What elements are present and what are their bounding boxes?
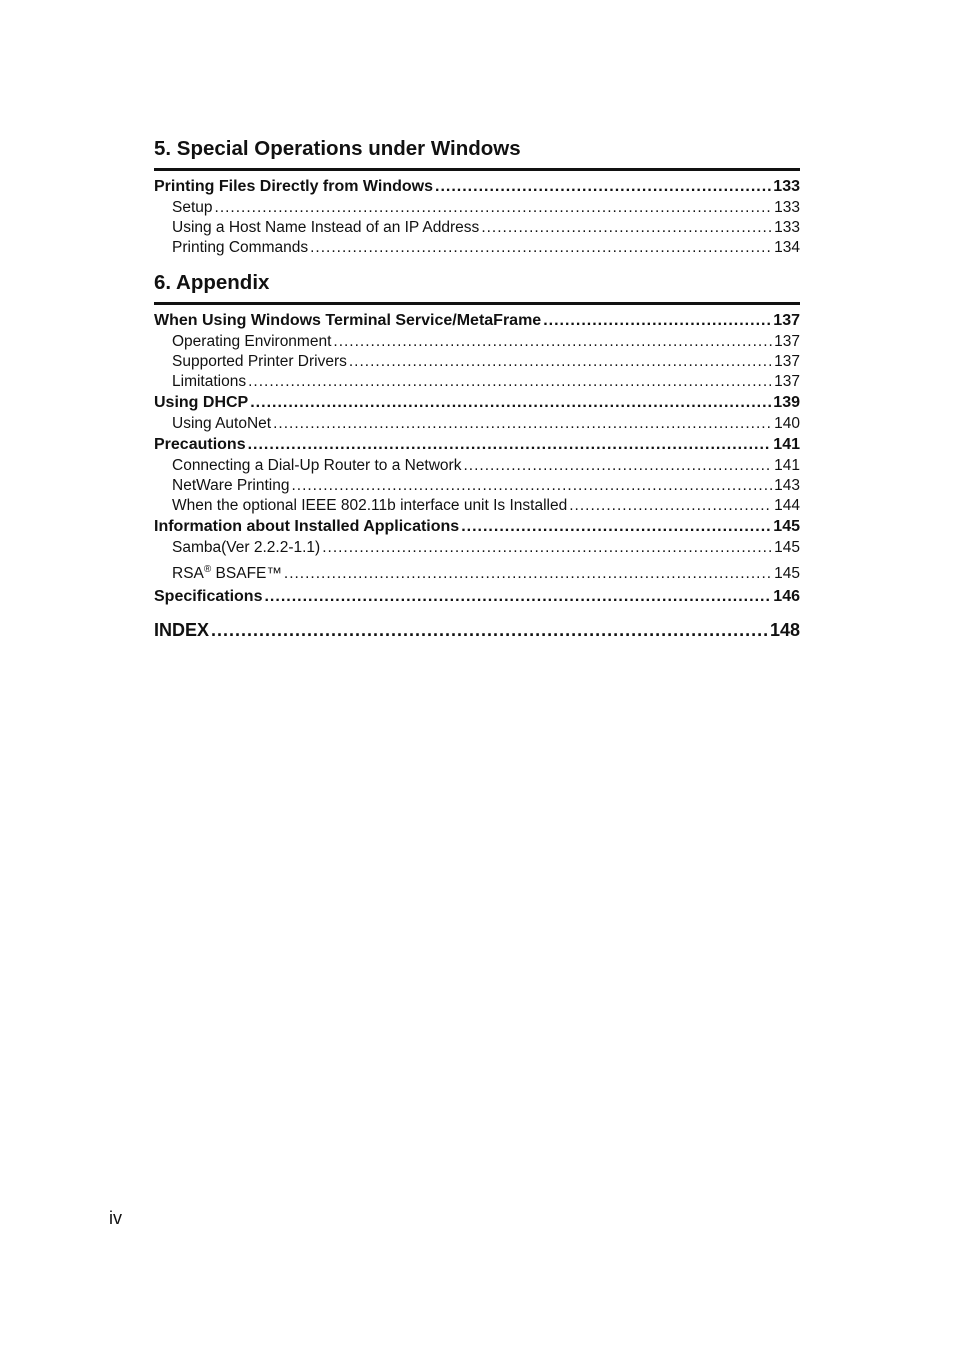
toc-entry-page: 139: [773, 394, 800, 411]
toc-subsection-entry[interactable]: [154, 476, 800, 496]
toc-subsection-entry[interactable]: [154, 238, 800, 258]
dot-leader: [435, 176, 771, 198]
dot-leader: [273, 414, 772, 434]
chapter-title: 6. Appendix: [154, 270, 800, 305]
toc-entry-label: [154, 516, 459, 538]
toc-entry-label-text: NetWare Printing: [172, 477, 290, 494]
toc-entry-label: [172, 218, 479, 238]
toc-entry-label-suffix: BSAFE™: [211, 565, 282, 582]
toc-entry-label-text: When the optional IEEE 802.11b interface unit Is Installed: [172, 497, 568, 514]
toc-entry-label-text: Operating Environment: [172, 333, 332, 350]
toc-entry-page: 133: [774, 219, 800, 236]
toc-entry-page: 145: [773, 518, 800, 535]
toc-entry-label: [172, 238, 308, 258]
toc-entry-page: 148: [769, 620, 800, 640]
toc-entry-label: [172, 372, 246, 392]
toc-entry-label-text: Setup: [172, 199, 213, 216]
toc-entry-label: [172, 198, 213, 218]
toc-entry-label-text: Samba(Ver 2.2.2-1.1): [172, 539, 321, 556]
toc-entry-page: 145: [774, 539, 800, 556]
toc-section-entry[interactable]: [154, 516, 800, 538]
toc-subsection-entry[interactable]: [154, 198, 800, 218]
toc-entry-label-text: Using a Host Name Instead of an IP Address: [172, 219, 480, 236]
toc-entry-label: INDEX: [154, 620, 210, 640]
toc-entry-page: 141: [773, 436, 800, 453]
footer-page-number: iv: [109, 1208, 122, 1228]
toc-entry-page: 137: [774, 353, 800, 370]
toc-entry-label: [172, 456, 461, 476]
toc-entry-label: [154, 392, 248, 414]
toc-entry-label-text: When Using Windows Terminal Service/MetaFrame: [154, 312, 542, 329]
toc-entry-label-text: Printing Files Directly from Windows: [154, 178, 433, 195]
toc-entry-page: 137: [774, 333, 800, 350]
toc-entry-label: [172, 538, 320, 558]
toc-subsection-entry[interactable]: [154, 218, 800, 238]
toc-entry-label: [172, 496, 567, 516]
dot-leader: [543, 310, 771, 332]
table-of-contents: [154, 136, 800, 642]
dot-leader: [349, 352, 772, 372]
toc-entry-label: [172, 558, 282, 586]
toc-subsection-entry[interactable]: [154, 414, 800, 434]
dot-leader: [461, 516, 771, 538]
toc-section-entry[interactable]: [154, 434, 800, 456]
chapter-list: [154, 136, 800, 608]
toc-entry-label-text: Limitations: [172, 373, 247, 390]
toc-entry-label-text: Supported Printer Drivers: [172, 353, 347, 370]
toc-entry-label-text: Connecting a Dial-Up Router to a Network: [172, 457, 462, 474]
toc-entry-label-text: Precautions: [154, 436, 246, 453]
toc-entry-label-text: Printing Commands: [172, 239, 309, 256]
toc-entry-page: 144: [774, 497, 800, 514]
toc-subsection-entry[interactable]: [154, 538, 800, 558]
dot-leader: [264, 586, 771, 608]
toc-subsection-entry[interactable]: [154, 372, 800, 392]
toc-entry-label: [154, 434, 246, 456]
toc-section-entry[interactable]: [154, 310, 800, 332]
toc-entry-page: 134: [774, 239, 800, 256]
toc-entry-label-text: Using AutoNet: [172, 415, 272, 432]
toc-entry-page: 137: [773, 312, 800, 329]
toc-section-entry[interactable]: [154, 586, 800, 608]
toc-subsection-entry[interactable]: [154, 558, 800, 586]
toc-subsection-entry[interactable]: [154, 496, 800, 516]
toc-entry-page: 137: [774, 373, 800, 390]
dot-leader: [569, 496, 772, 516]
toc-entry-page: 133: [774, 199, 800, 216]
toc-subsection-entry[interactable]: [154, 456, 800, 476]
toc-entry-label: [172, 332, 331, 352]
toc-entry-list: [154, 310, 800, 608]
dot-leader: [248, 434, 772, 456]
toc-entry-label: [154, 586, 262, 608]
toc-entry-list: [154, 176, 800, 258]
toc-entry-label-text: Using DHCP: [154, 394, 249, 411]
dot-leader: [481, 218, 772, 238]
toc-entry-label: [154, 176, 433, 198]
chapter-section: [154, 136, 800, 258]
dot-leader: [310, 238, 772, 258]
chapter-title: 5. Special Operations under Windows: [154, 136, 800, 171]
toc-entry-label: [172, 352, 347, 372]
dot-leader: [284, 558, 772, 586]
toc-entry-page: 143: [774, 477, 800, 494]
dot-leader: [463, 456, 772, 476]
toc-entry-index[interactable]: [154, 618, 800, 642]
toc-subsection-entry[interactable]: [154, 352, 800, 372]
dot-leader: [211, 618, 768, 642]
dot-leader: [333, 332, 772, 352]
toc-entry-label-text: RSA: [172, 565, 204, 582]
toc-entry-label: [172, 414, 271, 434]
dot-leader: [215, 198, 773, 218]
toc-entry-label: [154, 310, 541, 332]
chapter-section: [154, 270, 800, 608]
toc-entry-page: 140: [774, 415, 800, 432]
toc-entry-page: 133: [773, 178, 800, 195]
dot-leader: [291, 476, 772, 496]
toc-subsection-entry[interactable]: [154, 332, 800, 352]
dot-leader: [250, 392, 771, 414]
toc-section-entry[interactable]: [154, 392, 800, 414]
toc-entry-label-text: Specifications: [154, 588, 263, 605]
toc-entry-label: [172, 476, 289, 496]
toc-entry-page: 146: [773, 588, 800, 605]
dot-leader: [322, 538, 772, 558]
registered-mark: ®: [203, 564, 212, 575]
toc-entry-page: 145: [774, 565, 800, 582]
toc-entry-page: 141: [774, 457, 800, 474]
toc-entry-label-text: Information about Installed Applications: [154, 518, 460, 535]
dot-leader: [248, 372, 772, 392]
toc-section-entry[interactable]: [154, 176, 800, 198]
